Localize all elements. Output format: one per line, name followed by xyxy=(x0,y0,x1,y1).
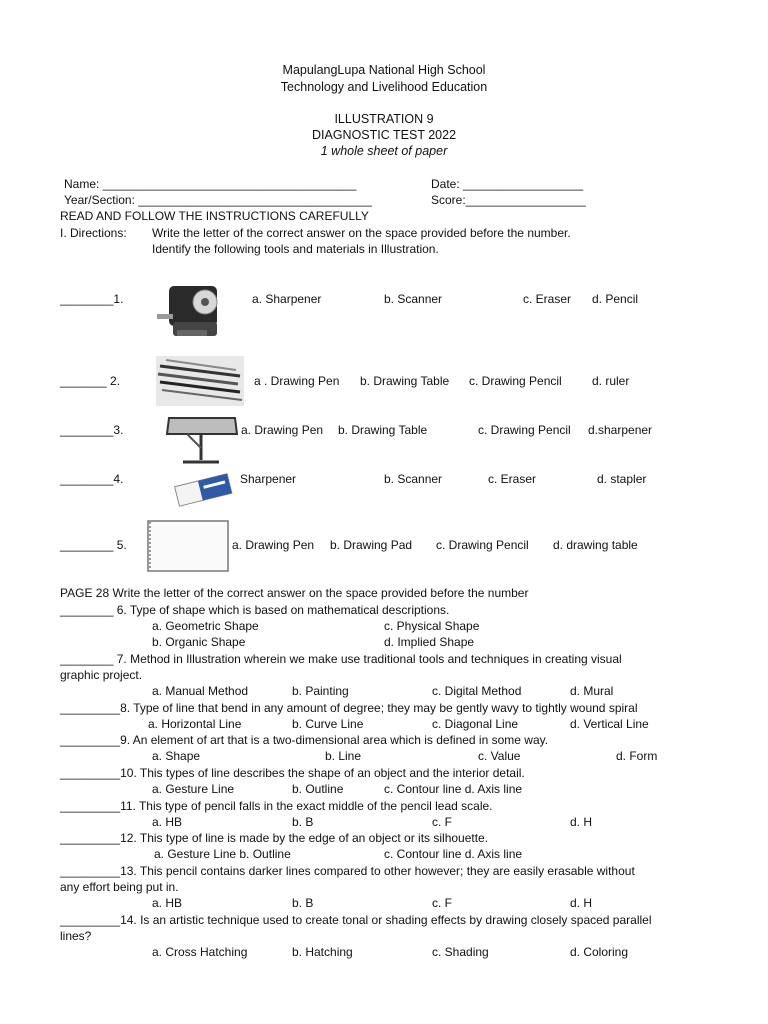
q7-option-d: d. Mural xyxy=(570,684,614,698)
q10-option-cd: c. Contour line d. Axis line xyxy=(384,782,523,796)
q8-stem: _________8. Type of line that bend in any amount of degree; they may be gently wavy to tightly wound spiral xyxy=(60,701,638,715)
q8-option-a: a. Horizontal Line xyxy=(148,717,242,731)
q9-option-c: c. Value xyxy=(478,749,521,763)
q2-option-c: c. Drawing Pencil xyxy=(469,374,562,388)
q11-option-a: a. HB xyxy=(152,815,183,829)
q3-option-a: a. Drawing Pen xyxy=(241,423,324,437)
q13-stem-line1: _________13. This pencil contains darker lines compared to other however; they are easily erasable without xyxy=(60,864,635,878)
q13-option-b: b. B xyxy=(292,896,314,910)
q4-option-d: d. stapler xyxy=(597,472,647,486)
q7-option-b: b. Painting xyxy=(292,684,349,698)
q3-option-d: d.sharpener xyxy=(588,423,653,437)
q5-option-d: d. drawing table xyxy=(553,538,638,552)
q11-option-b: b. B xyxy=(292,815,314,829)
directions-line-1: Write the letter of the correct answer on the space provided before the number. xyxy=(152,226,571,240)
q8-option-d: d. Vertical Line xyxy=(570,717,649,731)
drawing-table-image xyxy=(163,414,239,470)
q6-option-b: b. Organic Shape xyxy=(152,635,246,649)
subject-title: ILLUSTRATION 9 xyxy=(334,112,434,126)
q2-option-a: a . Drawing Pen xyxy=(254,374,340,388)
school-name: MapulangLupa National High School xyxy=(282,63,486,77)
q1-option-b: b. Scanner xyxy=(384,292,443,306)
q7-option-a: a. Manual Method xyxy=(152,684,249,698)
q12-option-ab: a. Gesture Line b. Outline xyxy=(154,847,291,861)
department: Technology and Livelihood Education xyxy=(280,80,488,94)
q11-stem: _________11. This type of pencil falls in the exact middle of the pencil lead scale. xyxy=(60,799,493,813)
q5-option-c: c. Drawing Pencil xyxy=(436,538,529,552)
drawing-pad-image xyxy=(145,518,231,574)
sharpener-image xyxy=(155,278,233,342)
drawing-pens-image xyxy=(156,356,244,406)
q14-stem-line1: _________14. Is an artistic technique used to create tonal or shading effects by drawing closely spaced parallel xyxy=(60,913,652,927)
q6-option-c: c. Physical Shape xyxy=(384,619,480,633)
directions-line-2: Identify the following tools and materials in Illustration. xyxy=(152,242,439,256)
q1-option-c: c. Eraser xyxy=(523,292,572,306)
q4-option-b: b. Scanner xyxy=(384,472,443,486)
q10-option-b: b. Outline xyxy=(292,782,344,796)
year-section-field: Year/Section: ___________________________________ xyxy=(64,193,372,207)
q1-option-a: a. Sharpener xyxy=(252,292,322,306)
q14-option-c: c. Shading xyxy=(432,945,489,959)
q2-blank: _______ 2. xyxy=(60,374,121,388)
name-field: Name: ______________________________________ xyxy=(64,177,357,191)
q5-blank: ________ 5. xyxy=(60,538,127,552)
q4-option-c: c. Eraser xyxy=(488,472,537,486)
q6-stem: ________ 6. Type of shape which is based on mathematical descriptions. xyxy=(60,603,450,617)
test-title: DIAGNOSTIC TEST 2022 xyxy=(311,128,457,142)
q4-blank: ________4. xyxy=(60,472,124,486)
q9-option-a: a. Shape xyxy=(152,749,201,763)
q6-option-a: a. Geometric Shape xyxy=(152,619,259,633)
q1-option-d: d. Pencil xyxy=(592,292,639,306)
q9-option-b: b. Line xyxy=(325,749,362,763)
q9-option-d: d. Form xyxy=(616,749,658,763)
q12-option-cd: c. Contour line d. Axis line xyxy=(384,847,523,861)
q3-option-c: c. Drawing Pencil xyxy=(478,423,571,437)
paper-note: 1 whole sheet of paper xyxy=(320,144,448,158)
q14-option-d: d. Coloring xyxy=(570,945,629,959)
q10-stem: _________10. This types of line describes the shape of an object and the interior detail. xyxy=(60,766,525,780)
directions-label: I. Directions: xyxy=(60,226,127,240)
q4-option-a: Sharpener xyxy=(240,472,297,486)
q2-option-b: b. Drawing Table xyxy=(360,374,450,388)
q14-option-b: b. Hatching xyxy=(292,945,353,959)
q14-stem-line2: lines? xyxy=(60,929,92,943)
q13-option-a: a. HB xyxy=(152,896,183,910)
q7-stem-line2: graphic project. xyxy=(60,668,143,682)
part2-heading: PAGE 28 Write the letter of the correct answer on the space provided before the number xyxy=(60,586,529,600)
q5-option-a: a. Drawing Pen xyxy=(232,538,315,552)
q14-option-a: a. Cross Hatching xyxy=(152,945,248,959)
q7-option-c: c. Digital Method xyxy=(432,684,522,698)
q7-stem-line1: ________ 7. Method in Illustration wherein we make use traditional tools and techniques in creating visual xyxy=(60,652,622,666)
q9-stem: _________9. An element of art that is a two-dimensional area which is defined in some way. xyxy=(60,733,549,747)
q5-option-b: b. Drawing Pad xyxy=(330,538,413,552)
q13-option-d: d. H xyxy=(570,896,593,910)
q3-option-b: b. Drawing Table xyxy=(338,423,428,437)
read-instructions: READ AND FOLLOW THE INSTRUCTIONS CAREFULLY xyxy=(60,209,369,223)
q13-stem-line2: any effort being put in. xyxy=(60,880,179,894)
q11-option-c: c. F xyxy=(432,815,452,829)
score-field: Score:__________________ xyxy=(431,193,586,207)
q1-blank: ________1. xyxy=(60,292,124,306)
q11-option-d: d. H xyxy=(570,815,593,829)
q6-option-d: d. Implied Shape xyxy=(384,635,475,649)
date-field: Date: __________________ xyxy=(431,177,584,191)
q8-option-c: c. Diagonal Line xyxy=(432,717,519,731)
q3-blank: ________3. xyxy=(60,423,124,437)
q10-option-a: a. Gesture Line xyxy=(152,782,235,796)
q8-option-b: b. Curve Line xyxy=(292,717,364,731)
eraser-image xyxy=(170,470,236,508)
q2-option-d: d. ruler xyxy=(592,374,630,388)
q13-option-c: c. F xyxy=(432,896,452,910)
q12-stem: _________12. This type of line is made by the edge of an object or its silhouette. xyxy=(60,831,489,845)
